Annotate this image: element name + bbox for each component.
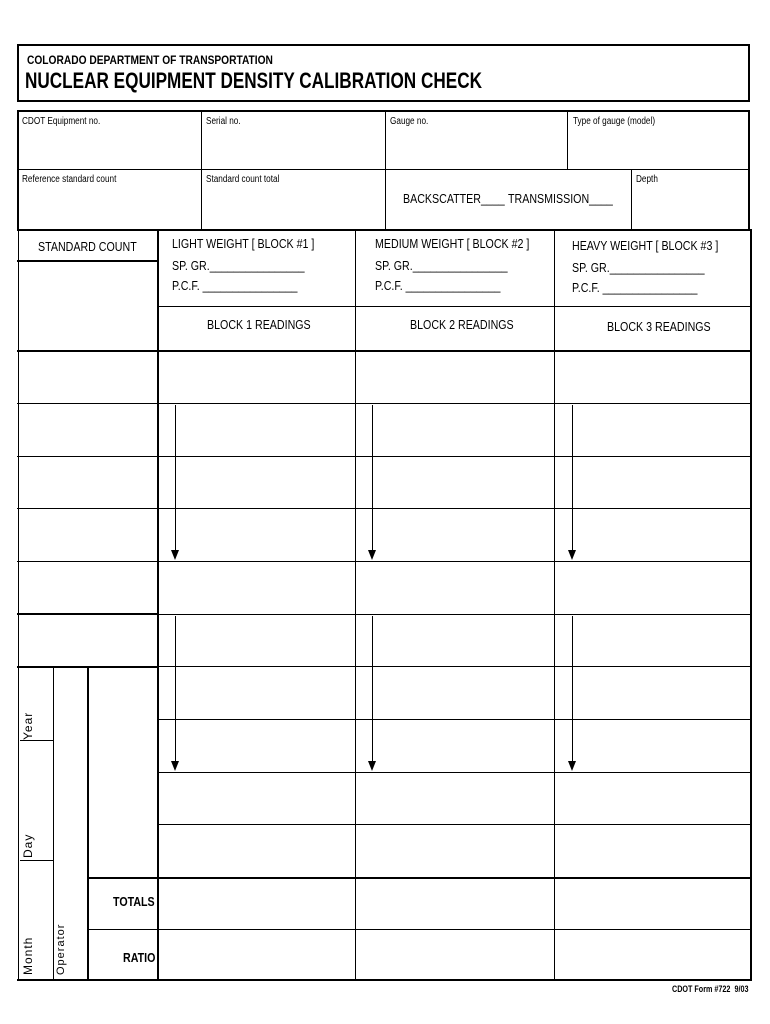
form-header xyxy=(17,44,750,102)
down-arrow-icon xyxy=(175,405,176,551)
serial-no-label: Serial no. xyxy=(206,116,241,127)
depth-label: Depth xyxy=(636,174,658,185)
arrowhead-icon xyxy=(568,761,576,771)
gauge-type-label: Type of gauge (model) xyxy=(573,116,656,127)
form-no-text: CDOT Form #722 xyxy=(672,984,731,994)
equipment-no-label: CDOT Equipment no. xyxy=(22,116,101,127)
department-name: COLORADO DEPARTMENT OF TRANSPORTATION xyxy=(27,53,273,67)
block2-pcf[interactable]: P.C.F. ________________ xyxy=(375,278,501,293)
info-section xyxy=(17,110,750,230)
arrowhead-icon xyxy=(171,550,179,560)
standard-count-header: STANDARD COUNT xyxy=(38,239,137,254)
backscatter-option[interactable]: BACKSCATTER____ xyxy=(403,191,505,206)
form-title: NUCLEAR EQUIPMENT DENSITY CALIBRATION CHECK xyxy=(25,68,482,93)
day-label: Day xyxy=(21,833,35,858)
block3-readings-label: BLOCK 3 READINGS xyxy=(607,319,711,334)
down-arrow-icon xyxy=(372,616,373,762)
transmission-option[interactable]: TRANSMISSION____ xyxy=(508,191,613,206)
block1-name: LIGHT WEIGHT [ BLOCK #1 ] xyxy=(172,236,315,251)
gauge-no-label: Gauge no. xyxy=(390,116,429,127)
block3-pcf[interactable]: P.C.F. ________________ xyxy=(572,280,698,295)
block3-name: HEAVY WEIGHT [ BLOCK #3 ] xyxy=(572,238,719,253)
form-number xyxy=(672,984,748,994)
totals-label: TOTALS xyxy=(113,894,155,909)
down-arrow-icon xyxy=(572,405,573,551)
block2-name: MEDIUM WEIGHT [ BLOCK #2 ] xyxy=(375,236,530,251)
block2-spgr[interactable]: SP. GR.________________ xyxy=(375,258,508,273)
block1-pcf[interactable]: P.C.F. ________________ xyxy=(172,278,298,293)
arrowhead-icon xyxy=(568,550,576,560)
ratio-label: RATIO xyxy=(123,950,156,965)
block1-readings-label: BLOCK 1 READINGS xyxy=(207,317,311,332)
operator-label: Operator xyxy=(55,923,67,975)
down-arrow-icon xyxy=(572,616,573,762)
down-arrow-icon xyxy=(175,616,176,762)
block1-spgr[interactable]: SP. GR.________________ xyxy=(172,258,305,273)
block2-readings-label: BLOCK 2 READINGS xyxy=(410,317,514,332)
month-label: Month xyxy=(21,936,35,975)
standard-count-total-label: Standard count total xyxy=(206,174,280,185)
down-arrow-icon xyxy=(372,405,373,551)
arrowhead-icon xyxy=(368,761,376,771)
block3-spgr[interactable]: SP. GR.________________ xyxy=(572,260,705,275)
year-label: Year xyxy=(21,711,35,740)
arrowhead-icon xyxy=(171,761,179,771)
form-date-text: 9/03 xyxy=(734,984,749,994)
reference-count-label: Reference standard count xyxy=(22,174,117,185)
arrowhead-icon xyxy=(368,550,376,560)
